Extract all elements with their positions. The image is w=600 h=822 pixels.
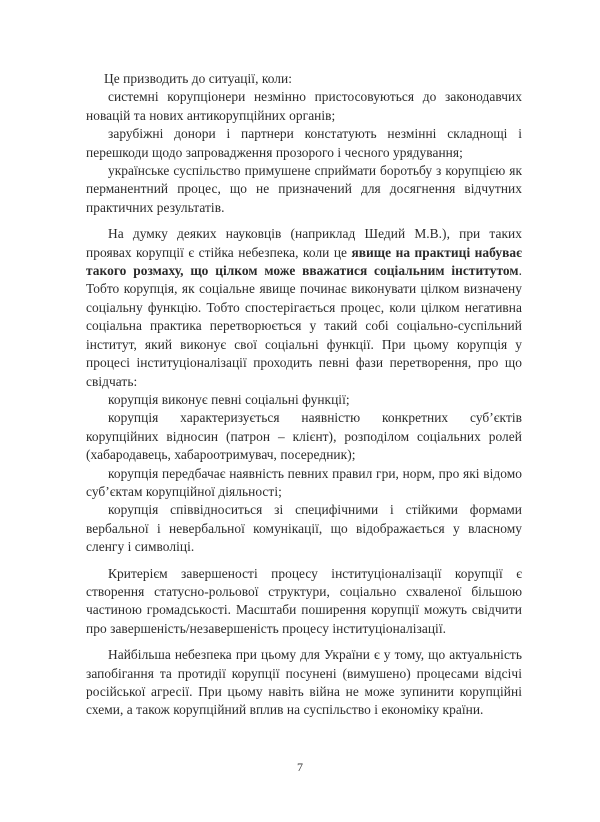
list1-item: зарубіжні донори і партнери констатують незмінні складнощі і перешкоди щодо запровадження прозорого і чесного урядування; bbox=[86, 126, 522, 160]
page-body bbox=[86, 70, 522, 720]
paragraph-danger: Найбільша небезпека при цьому для України є у тому, що актуальність запобігання та протидії корупції посунені (вимушено) процесами відсічі російської агресії. При цьому навіть війна не може зупинити корупційні схеми, а також корупційний вплив на суспільство і економіку країни. bbox=[86, 647, 522, 718]
list1-item: системні корупціонери незмінно пристосовуються до законодавчих новацій та нових антикорупційних органів; bbox=[86, 89, 522, 123]
paragraph-scholars-bold: явище на практиці набуває такого розмаху, що цілком може вважатися соціальним інститутом bbox=[86, 244, 523, 279]
list2-item: корупція співвідноситься зі специфічними і стійкими формами вербальної і невербальної комунікації, що відображається у власному сленгу і символіці. bbox=[86, 502, 522, 555]
paragraph-scholars-text-cont: . Тобто корупція, як соціальне явище починає виконувати цілком визначену соціальну функцію. Тобто спостерігається процес, коли цілком негативна соціальна практика перетворюється у такий собі соціально-суспільний інститут, який виконує свої соціальні функції. При цьому корупція у процесі інституціоналізації проходить певні фази перетворення, про що свідчать: bbox=[86, 263, 522, 389]
paragraph-scholars bbox=[86, 225, 522, 391]
intro-line: Це призводить до ситуації, коли: bbox=[104, 71, 293, 86]
paragraph-criterion: Критерієм завершеності процесу інституціоналізації корупції є створення статусно-рольової структури, соціально схваленої більшою частиною громадськості. Масштаби поширення корупції можуть свідчити про завершеність/незавершеність процесу інституціоналізації. bbox=[86, 565, 522, 636]
list2-item: корупція виконує певні соціальні функції; bbox=[108, 391, 350, 407]
list1-item: українське суспільство примушене сприймати боротьбу з корупцією як перманентний процес, що не призначений для досягнення відчутних практичних результатів. bbox=[86, 163, 522, 215]
list2-item: корупція передбачає наявність певних правил гри, норм, про які відомо суб’єктам корупційної діяльності; bbox=[86, 465, 522, 499]
list2-item: корупція характеризується наявністю конкретних суб’єктів корупційних відносин (патрон – клієнт), розподілом соціальних ролей (хабародавець, хабароотримувач, посередник); bbox=[86, 410, 522, 463]
page-number: 7 bbox=[296, 760, 304, 774]
paragraph-scholars-text: На думку деяких науковців (наприклад Шедий М.В.), при таких проявах корупції є стійка небезпека, коли це bbox=[86, 226, 522, 260]
